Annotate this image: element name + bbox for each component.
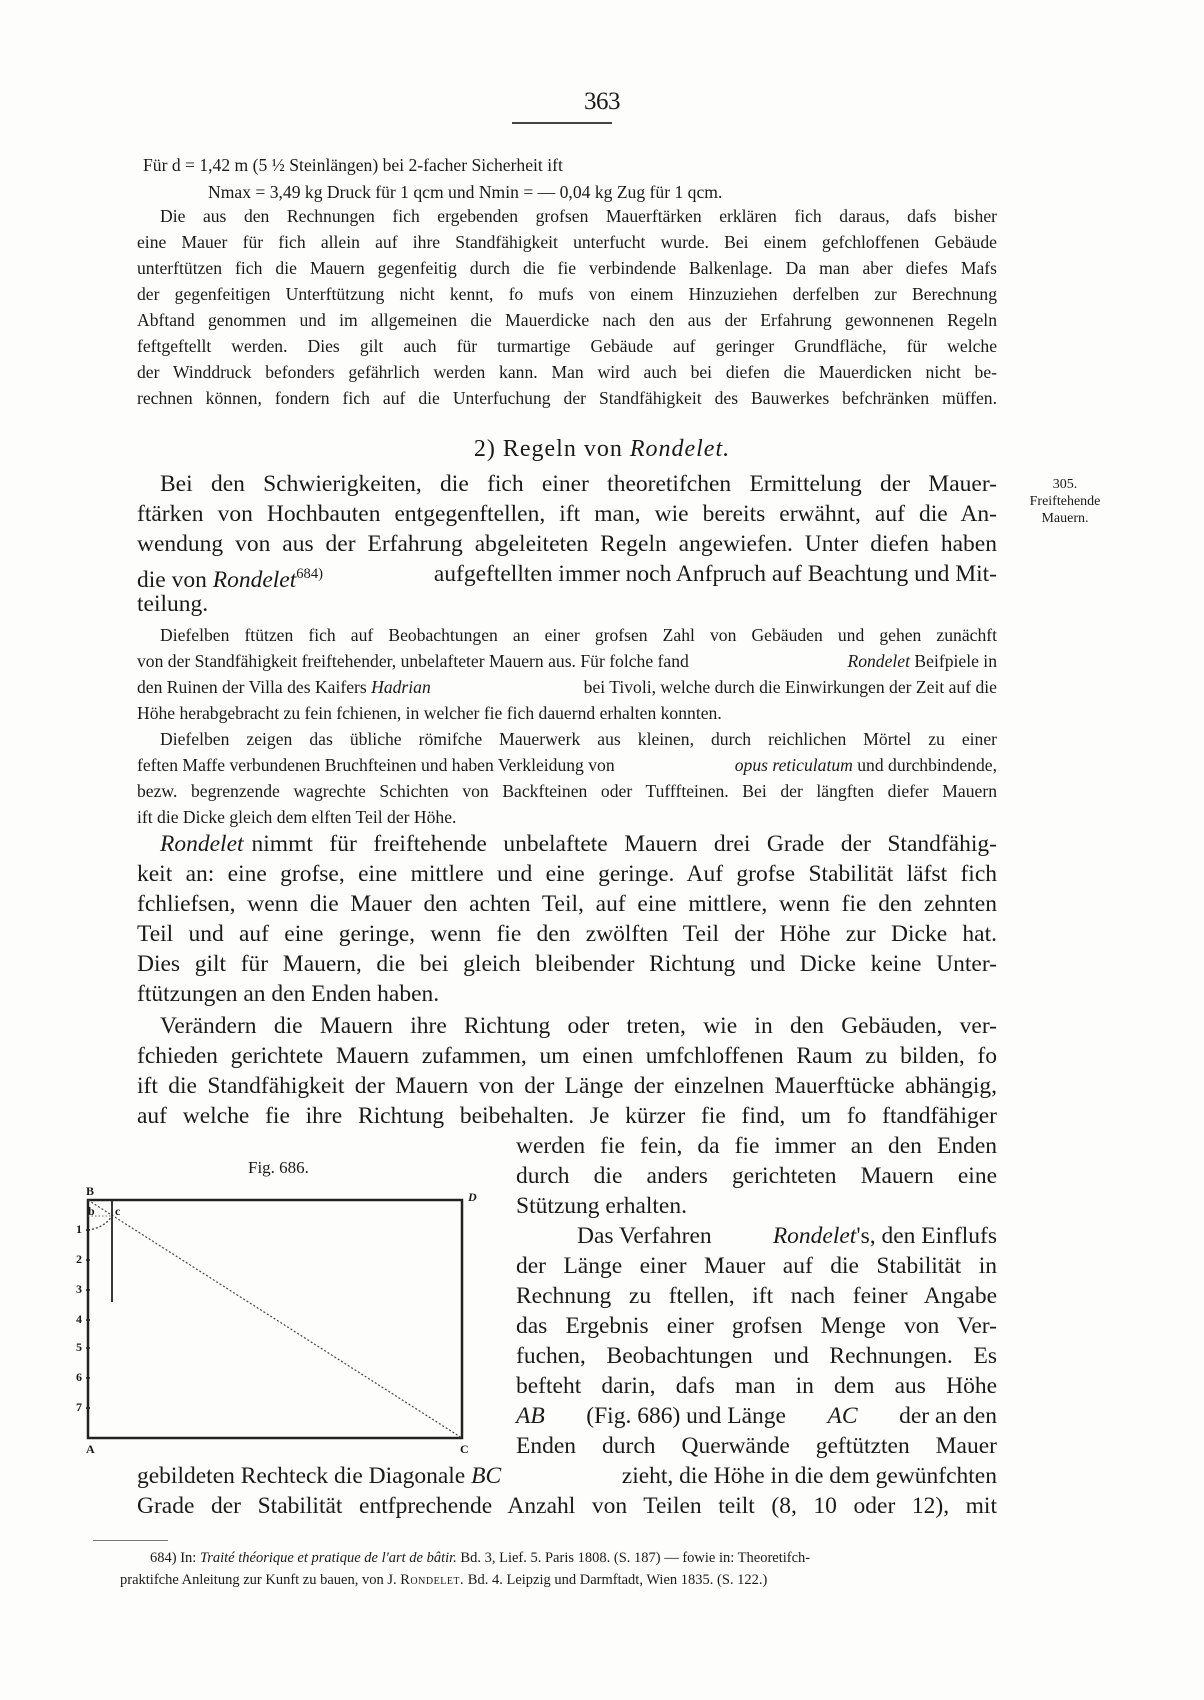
- label-c: c: [115, 1204, 121, 1218]
- text-line: fchieden gerichtete Mauern zufammen, um einen umfchloffenen Raum zu bilden, fo: [137, 1043, 997, 1069]
- margin-note-line: Freiftehende: [1029, 494, 1101, 509]
- text-fragment: Bd. 3, Lief. 5. Paris 1808. (S. 187) — fowie in: Theoretifch-: [460, 1550, 811, 1566]
- label-C: C: [460, 1442, 469, 1456]
- text-line: ift die Standfähigkeit der Mauern von der Länge der einzelnen Mauerftücke abhängig,: [137, 1073, 997, 1099]
- text-line: der gegenfeitigen Unterftützung nicht kennt, fo mufs von einem Hinzuziehen derfelben zur Berechnung: [137, 284, 997, 304]
- text-line: fchliefsen, wenn die Mauer den achten Teil, auf eine mittlere, wenn fie den zehnten: [137, 891, 997, 917]
- text-line: Diefelben zeigen das übliche römifche Mauerwerk aus kleinen, durch reichlichen Mörtel zu einer: [160, 729, 997, 749]
- text-fragment: nimmt für freiftehende unbelaftete Mauern drei Grade der Standfähig-: [251, 831, 997, 857]
- tick-label: 2: [76, 1252, 82, 1266]
- author-name: Rondelet.: [400, 1572, 465, 1588]
- text-line: Grade der Stabilität entfprechende Anzahl von Teilen teilt (8, 10 oder 12), mit: [137, 1493, 997, 1519]
- text-fragment: und durchbindende,: [857, 755, 997, 775]
- label-A: A: [86, 1442, 95, 1456]
- text-line: bezw. begrenzende wagrechte Schichten von Backfteinen oder Tufffteinen. Bei der längften diefer Mauern: [137, 781, 997, 801]
- label-b: b: [88, 1204, 95, 1218]
- tick-label: 4: [76, 1312, 82, 1326]
- tick-label: 5: [76, 1340, 82, 1354]
- text-line: [137, 560, 997, 595]
- text-line: Rechnung zu ftellen, ift nach feiner Angabe: [516, 1283, 997, 1309]
- text-line: Bei den Schwierigkeiten, die fich einer theoretifchen Ermittelung der Mauer-: [160, 471, 997, 497]
- wall-diagram: [80, 1180, 500, 1460]
- book-title: Traité théorique et pratique de l'art de bâtir.: [199, 1550, 457, 1566]
- footnote-line-1: [150, 1547, 810, 1569]
- heading-prefix: 2) Regeln von: [473, 436, 630, 462]
- text-line: [516, 1402, 997, 1432]
- text-fragment: [847, 649, 997, 675]
- text-line: [137, 675, 997, 701]
- heading-italic: Rondelet.: [629, 436, 731, 462]
- text-line: Enden durch Querwände geftützten Mauer: [516, 1433, 997, 1459]
- text-line: befteht darin, dafs man in dem aus Höhe: [516, 1373, 997, 1399]
- text-line: der Winddruck befonders gefährlich werden kann. Man wird auch bei diefen die Mauerdicken nicht be-: [137, 362, 997, 382]
- text-line: wendung von aus der Erfahrung abgeleiteten Regeln angewiefen. Unter diefen haben: [137, 531, 997, 557]
- text-fragment: gebildeten Rechteck die Diagonale: [137, 1463, 466, 1489]
- text-line: das Ergebnis einer grofsen Menge von Ver-: [516, 1313, 997, 1339]
- text-line: [137, 1462, 997, 1492]
- tick-label: 6: [76, 1370, 82, 1384]
- emperor-name: Hadrian: [371, 677, 431, 697]
- text-line: ftärken von Hochbauten entgegenftellen, ift man, wie bereits erwähnt, auf die An-: [137, 501, 997, 527]
- formula-line-2: Nmax = 3,49 kg Druck für 1 qcm und Nmin = — 0,04 kg Zug für 1 qcm.: [208, 182, 723, 202]
- math-label: AB: [516, 1403, 545, 1429]
- formula-line-1: Für d = 1,42 m (5 ½ Steinlängen) bei 2-facher Sicherheit ift: [143, 155, 563, 175]
- margin-note: [1010, 476, 1120, 527]
- text-fragment: [773, 1222, 997, 1252]
- label-B: B: [86, 1184, 95, 1198]
- text-fragment: zieht, die Höhe in die dem gewünfchten: [621, 1463, 997, 1489]
- text-line: ift die Dicke gleich dem elften Teil der Höhe.: [137, 807, 457, 827]
- figure-caption: Fig. 686.: [248, 1158, 309, 1177]
- text-line: keit an: eine grofse, eine mittlere und eine geringe. Auf grofse Stabilität läfst fich: [137, 861, 997, 887]
- text-fragment: der an den: [899, 1403, 997, 1429]
- text-fragment: In:: [180, 1550, 197, 1566]
- figure-686: [76, 1180, 500, 1460]
- author-name: Rondelet: [212, 566, 297, 593]
- math-label: AC: [827, 1403, 858, 1429]
- text-line: [160, 830, 997, 860]
- footnote-rule: [93, 1540, 168, 1541]
- text-fragment: Bd. 4. Leipzig und Darmftadt, Wien 1835. (S. 122.): [467, 1572, 768, 1588]
- text-fragment: bei Tivoli, welche durch die Einwirkungen der Zeit auf die: [583, 677, 997, 697]
- text-fragment: Das Verfahren: [577, 1223, 712, 1249]
- text-line: der Länge einer Mauer auf die Stabilität in: [516, 1253, 997, 1279]
- text-line: Teil und auf eine geringe, wenn fie den zwölften Teil der Höhe zur Dicke hat.: [137, 921, 997, 947]
- footnote-ref: 684): [296, 566, 323, 582]
- text-fragment: [137, 1462, 501, 1492]
- text-line: Abftand genommen und im allgemeinen die Mauerdicke nach den aus der Erfahrung gewonnenen Regeln: [137, 310, 997, 330]
- section-heading: [0, 436, 1204, 463]
- footnote-marker: 684): [150, 1550, 177, 1566]
- text-line: Diefelben ftützen fich auf Beobachtungen an einer grofsen Zahl von Gebäuden und gehen zunächft: [160, 625, 997, 645]
- text-fragment: den Ruinen der Villa des Kaifers: [137, 677, 367, 697]
- text-line: [577, 1222, 997, 1252]
- text-line: unterftützen fich die Mauern gegenfeitig durch die fie verbindende Balkenlage. Da man aber diefes Mafs: [137, 258, 997, 278]
- text-fragment: [137, 675, 431, 701]
- tick-label: 3: [76, 1282, 82, 1296]
- text-line: durch die anders gerichteten Mauern eine: [516, 1163, 997, 1189]
- text-line: Dies gilt für Mauern, die bei gleich bleibender Richtung und Dicke keine Unter-: [137, 951, 997, 977]
- page-number-rule: [512, 122, 612, 124]
- latin-term: opus reticulatum: [734, 755, 853, 775]
- author-name: Rondelet: [772, 1223, 857, 1249]
- text-line: eine Mauer für fich allein auf ihre Standfähigkeit unterfucht wurde. Bei einem gefchloffenen Gebäude: [137, 232, 997, 252]
- text-line: ftützungen an den Enden haben.: [137, 981, 440, 1007]
- text-fragment: Beifpiele in: [914, 651, 997, 671]
- footnote-line-2: [120, 1569, 767, 1591]
- text-fragment: die von: [137, 566, 207, 593]
- text-fragment: 's, den Einflufs: [856, 1223, 997, 1249]
- author-name: Rondelet: [847, 651, 911, 671]
- text-line: auf welche fie ihre Richtung beibehalten. Je kürzer fie find, um fo ftandfähiger: [137, 1103, 997, 1129]
- text-line: Stützung erhalten.: [516, 1193, 687, 1219]
- text-line: rechnen können, fondern fich auf die Unterfuchung der Standfähigkeit des Bauwerkes befchränken müffen.: [137, 388, 997, 408]
- text-line: feftgeftellt werden. Dies gilt auch für turmartige Gebäude auf geringer Grundfläche, für welche: [137, 336, 997, 356]
- text-line: teilung.: [137, 591, 209, 617]
- tick-label: 1: [76, 1222, 82, 1236]
- page-number: 363: [584, 88, 620, 115]
- margin-note-number: 305.: [1052, 477, 1078, 492]
- margin-note-line: Mauern.: [1041, 511, 1089, 526]
- text-fragment: aufgeftellten immer noch Anfpruch auf Beachtung und Mit-: [433, 561, 997, 587]
- text-fragment: (Fig. 686) und Länge: [586, 1403, 786, 1429]
- text-fragment: feften Maffe verbundenen Bruchfteinen und haben Verkleidung von: [137, 755, 615, 775]
- text-fragment: [735, 753, 997, 779]
- author-name: Rondelet: [160, 831, 244, 857]
- text-line: Die aus den Rechnungen fich ergebenden grofsen Mauerftärken erklären fich daraus, dafs bisher: [160, 206, 997, 226]
- text-fragment: praktifche Anleitung zur Kunft zu bauen, von J.: [120, 1572, 397, 1588]
- text-line: [137, 649, 997, 675]
- text-fragment: von der Standfähigkeit freiftehender, unbelafteter Mauern aus. Für folche fand: [137, 651, 689, 671]
- label-D: D: [468, 1190, 477, 1204]
- text-line: Höhe herabgebracht zu fein fchienen, in welcher fie fich dauernd erhalten konnten.: [137, 703, 722, 723]
- text-line: [137, 753, 997, 779]
- tick-label: 7: [76, 1400, 82, 1414]
- math-label: BC: [471, 1463, 502, 1489]
- text-line: Verändern die Mauern ihre Richtung oder treten, wie in den Gebäuden, ver-: [160, 1013, 997, 1039]
- text-line: fuchen, Beobachtungen und Rechnungen. Es: [516, 1343, 997, 1369]
- text-line: werden fie fein, da fie immer an den Enden: [516, 1133, 997, 1159]
